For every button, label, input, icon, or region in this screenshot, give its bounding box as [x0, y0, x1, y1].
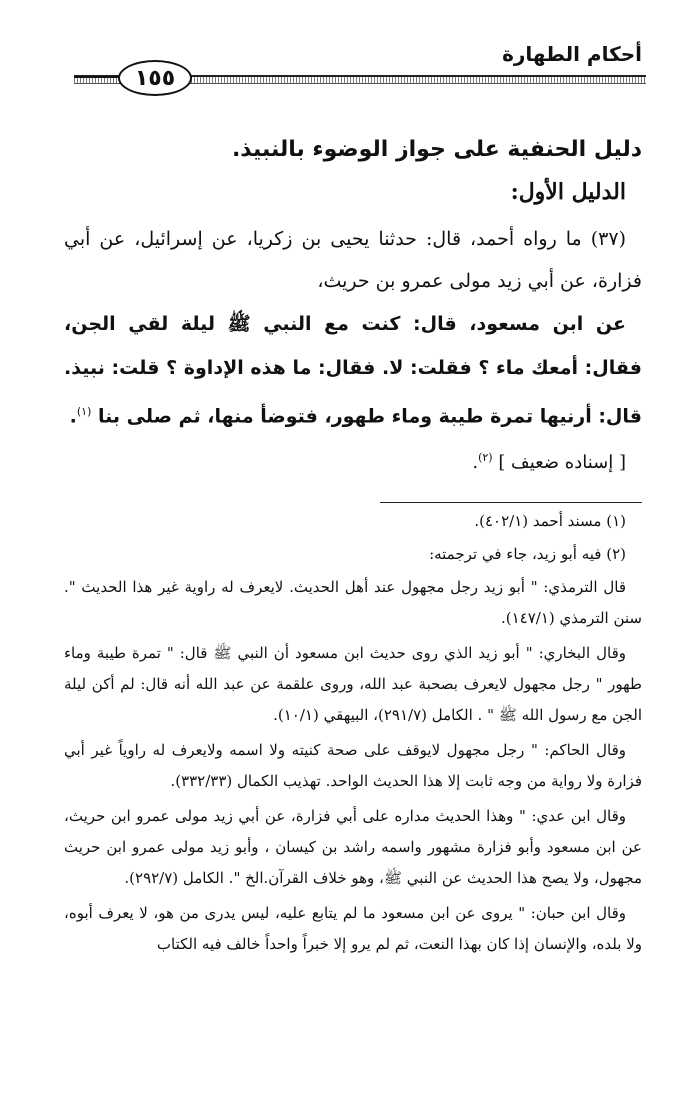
grade-end: .: [472, 452, 479, 474]
footnote-paragraph: وقال ابن حبان: " يروى عن ابن مسعود ما لم يتابع عليه، ليس يدرى من هو، لا يعرف أبوه، ولا بلده، والإنسان إذا كان بهذا النعت، ثم لم يرو إلا خبراً واحداً خالف فيه الكتاب: [64, 904, 642, 953]
page-number-badge: [118, 60, 192, 96]
footnote-paragraph: وقال ابن عدي: " وهذا الحديث مداره على أبي فزارة، عن أبي زيد مولى عمرو ابن حريث، عن ابن مسعود وأبو فزارة مشهور واسمه راشد بن كيسان ، وأبو زيد مولى عمرو ابن حريث مجهول، ولا يصح هذا الحديث عن النبي ﷺ، وهو خلاف القرآن.الخ ". الكامل (٢٩٢/٧).: [64, 807, 642, 887]
footnote-paragraph: وقال البخاري: " أبو زيد الذي روى حديث ابن مسعود أن النبي ﷺ قال: " تمرة طيبة وماء طهور " رجل مجهول لايعرف بصحبة عبد الله، وروى علقمة عن عبد الله أنه قال: لم أكن ليلة الجن مع رسول الله ﷺ " . الكامل (٢٩١/٧)، البيهقي (١٠/١).: [64, 644, 642, 724]
main-text: [64, 132, 642, 483]
section-heading: دليل الحنفية على جواز الوضوء بالنبيذ.: [231, 137, 642, 162]
footnote-paragraph: وقال الحاكم: " رجل مجهول لايوقف على صحة كنيته ولا اسمه ولايعرف له راوياً غير أبي فزارة ولا رواية من وجه ثابت إلا هذا الحديث الواحد. تهذيب الكمال (٣٣٢/٣٣).: [64, 741, 642, 790]
footnote-2: (٢) فيه أبو زيد، جاء في ترجمته:: [429, 545, 626, 563]
footnote-ref-2: (٢): [478, 451, 493, 465]
hadith-text: عن ابن مسعود، قال: كنت مع النبي ﷺ ليلة لقي الجن، فقال: أمعك ماء ؟ فقلت: لا. فقال: ما هذه الإداوة ؟ قلت: نبيذ. قال: أرنيها تمرة طيبة وماء طهور، فتوضأ منها، ثم صلى بنا $^{(١)}$.: [64, 313, 642, 428]
hadith-chain: (٣٧) ما رواه أحمد، قال: حدثنا يحيى بن زكريا، عن إسرائيل، عن أبي فزارة، عن أبي زيد مولى عمرو بن حريث،: [64, 228, 642, 292]
hadith-grade: [64, 438, 626, 483]
footnote-1: (١) مسند أحمد (٤٠٢/١).: [474, 512, 626, 530]
page-badge-tail: [74, 76, 120, 78]
footnote-ref-1: (١): [76, 405, 92, 418]
page-number: ١٥٥: [134, 65, 176, 91]
hadith-text-body: عن ابن مسعود، قال: كنت مع النبي ﷺ ليلة لقي الجن، فقال: أمعك ماء ؟ فقلت: لا. فقال: ما هذه الإداوة ؟ قلت: نبيذ. قال: أرنيها تمرة طيبة وماء طهور، فتوضأ منها، ثم صلى بنا: [64, 313, 642, 428]
running-header-title: أحكام الطهارة: [502, 42, 642, 66]
footnote-divider: [380, 502, 642, 503]
sub-heading: الدليل الأول:: [510, 179, 626, 205]
grade-text: [ إسناده ضعيف ]: [498, 452, 626, 474]
footnote-paragraph: قال الترمذي: " أبو زيد رجل مجهول عند أهل الحديث. لايعرف له راوية غير هذا الحديث ". سنن الترمذي (١٤٧/١).: [64, 578, 642, 627]
footnotes: [64, 506, 642, 964]
